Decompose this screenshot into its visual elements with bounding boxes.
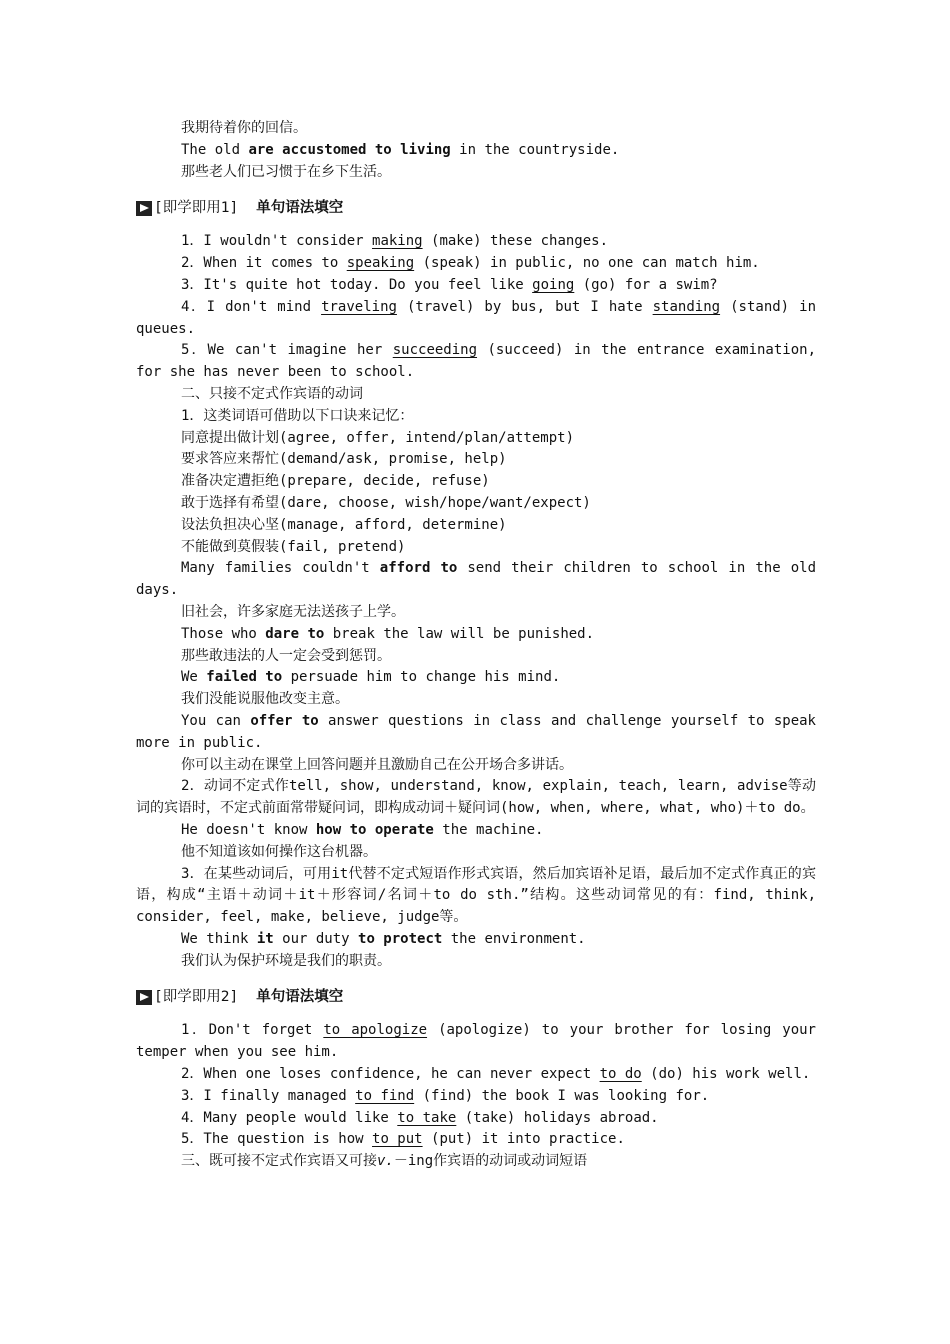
answer-blank: succeeding [392,342,478,359]
translation-line: 你可以主动在课堂上回答问题并且激励自己在公开场合多讲话。 [181,756,573,773]
rhyme-line: 同意提出做计划(agree, offer, intend/plan/attempt) [181,429,575,446]
answer-blank: traveling [321,298,397,315]
rhyme-line: 敢于选择有希望(dare, choose, wish/hope/want/expect) [181,494,591,511]
example-sentence: Many families couldn't afford to send their children to school in the old days. [136,560,816,599]
example-sentence: We think it our duty to protect the environment. [181,930,586,947]
answer-blank: standing [652,298,721,315]
exercise-item: 3．It's quite hot today. Do you feel like going (go) for a swim? [181,276,718,293]
key-phrase: dare to [265,625,325,642]
answer-blank: to put [372,1131,423,1148]
answer-blank: speaking [346,255,415,272]
rhyme-line: 不能做到莫假装(fail, pretend) [181,538,406,555]
answer-blank: to find [355,1087,415,1104]
example-sentence: The old are accustomed to living in the countryside. [181,141,620,158]
example-sentence: Those who dare to break the law will be punished. [181,625,595,642]
translation-line: 我们没能说服他改变主意。 [181,691,349,708]
section-tag: [即学即用2] [154,989,239,1006]
answer-blank: to do [599,1066,642,1083]
rule-paragraph: 2．动词不定式作tell, show, understand, know, explain, teach, learn, advise等动词的宾语时，不定式前面常带疑问词，即构成动词＋疑问词(how, when, where, what, who)＋to do。 [136,778,816,817]
exercise-item: 5．We can't imagine her succeeding (succeed) in the entrance examination, for she has never been to school. [136,342,816,381]
translation-line: 那些老人们已习惯于在乡下生活。 [181,163,391,180]
key-phrase: offer to [250,712,319,729]
play-icon [136,201,152,216]
exercise-item: 1．I wouldn't consider making (make) these changes. [181,233,609,250]
exercise-item: 5．The question is how to put (put) it into practice. [181,1131,625,1148]
rule-paragraph: 3．在某些动词后，可用it代替不定式短语作形式宾语，然后加宾语补足语，最后加不定式作真正的宾语，构成“主语＋动词＋it＋形容词/名词＋to do sth.”结构。这些动词常见的有：find, think, consider, feel, make, believe, judge等。 [136,865,816,926]
exercise-item: 2．When one loses confidence, he can never expect to do (do) his work well. [181,1066,811,1083]
document-page [136,118,816,1173]
key-phrase: how to operate [315,821,434,838]
text-line: 1．这类词语可借助以下口诀来记忆： [181,407,414,424]
section-header-1 [136,197,816,219]
translation-line: 我们认为保护环境是我们的职责。 [181,952,391,969]
example-sentence: We failed to persuade him to change his mind. [181,669,561,686]
rhyme-line: 设法负担决心坚(manage, afford, determine) [181,516,507,533]
section-title: 单句语法填空 [256,200,344,217]
section-tag: [即学即用1] [154,200,239,217]
example-sentence: You can offer to answer questions in class and challenge yourself to speak more in public. [136,712,816,751]
exercise-item: 4．Many people would like to take (take) holidays abroad. [181,1109,659,1126]
answer-blank: going [532,276,575,293]
example-sentence: He doesn't know how to operate the machine. [181,821,544,838]
key-phrase: to protect [358,930,443,947]
text-line: 我期待着你的回信。 [181,120,307,136]
answer-blank: to apologize [323,1022,428,1039]
translation-line: 那些敢违法的人一定会受到惩罚。 [181,647,391,664]
key-phrase: it [256,930,274,947]
answer-blank: to take [397,1109,457,1126]
translation-line: 他不知道该如何操作这台机器。 [181,843,377,860]
key-phrase: failed to [206,669,283,686]
exercise-item: 2．When it comes to speaking (speak) in public, no one can match him. [181,255,760,272]
exercise-item: 4．I don't mind traveling (travel) by bus, but I hate standing (stand) in queues. [136,298,816,337]
key-phrase: afford to [379,560,458,577]
section-header-2 [136,986,816,1008]
exercise-item: 1．Don't forget to apologize (apologize) to your brother for losing your temper when you see him. [136,1022,816,1061]
exercise-item: 3．I finally managed to find (find) the book I was looking for. [181,1087,710,1104]
answer-blank: making [372,233,423,250]
key-phrase: are accustomed to living [248,141,451,158]
subheading: 三、既可接不定式作宾语又可接v.－ing作宾语的动词或动词短语 [181,1153,588,1170]
section-title: 单句语法填空 [256,989,344,1006]
subheading: 二、只接不定式作宾语的动词 [181,385,363,402]
play-icon [136,990,152,1005]
translation-line: 旧社会，许多家庭无法送孩子上学。 [181,603,405,620]
rhyme-line: 准备决定遭拒绝(prepare, decide, refuse) [181,473,490,490]
rhyme-line: 要求答应来帮忙(demand/ask, promise, help) [181,451,507,468]
